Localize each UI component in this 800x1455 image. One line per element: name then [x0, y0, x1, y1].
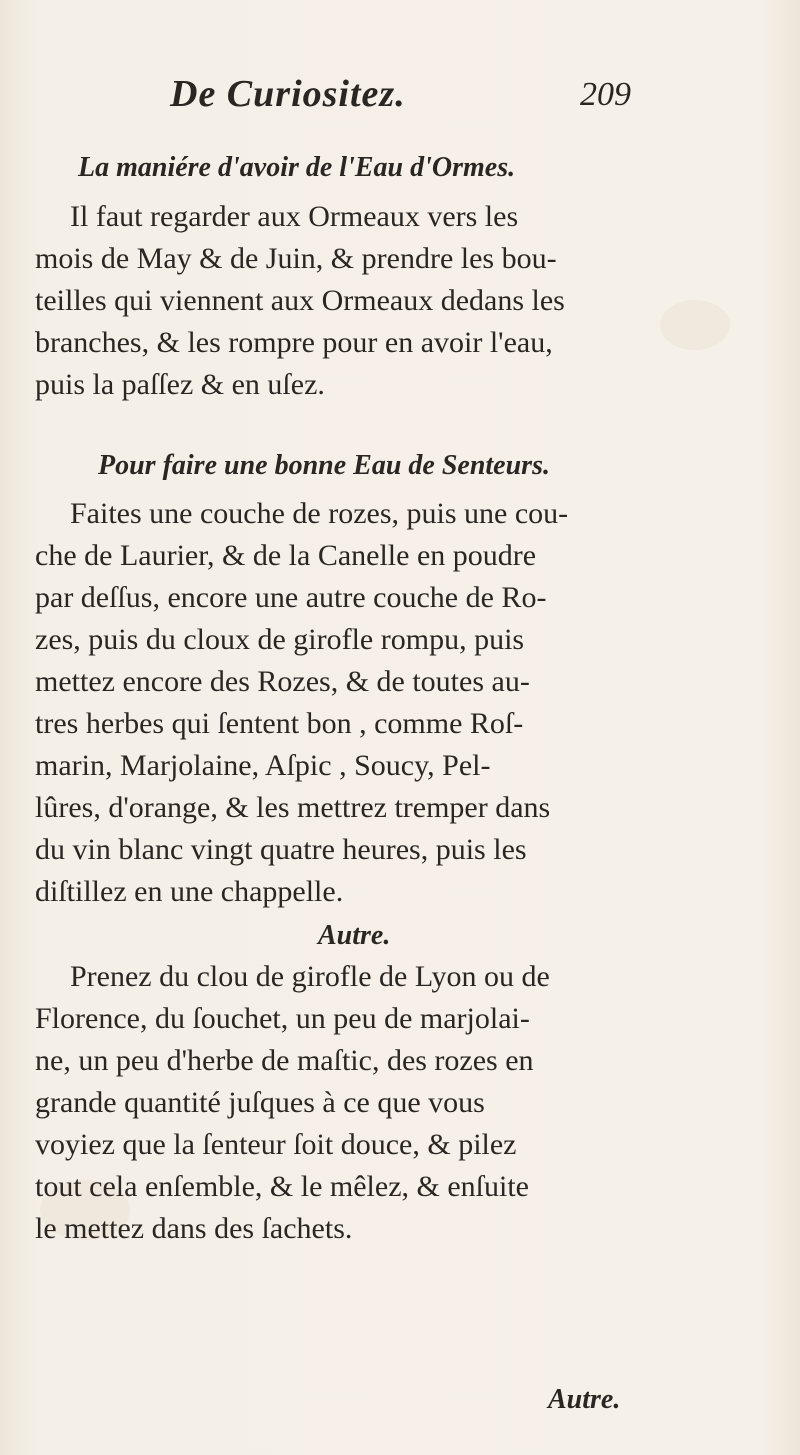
- text-line: tres herbes qui ſentent bon , comme Roſ-: [35, 707, 524, 740]
- page-number: 209: [580, 76, 631, 113]
- text-line: le mettez dans des ſachets.: [35, 1212, 353, 1245]
- text-line: teilles qui viennent aux Ormeaux dedans les: [35, 284, 565, 317]
- text-line: voyiez que la ſenteur ſoit douce, & pilez: [35, 1128, 517, 1161]
- text-line: du vin blanc vingt quatre heures, puis les: [35, 833, 527, 866]
- text-line: lûres, d'orange, & les mettrez tremper dans: [35, 791, 551, 824]
- text-line: Prenez du clou de girofle de Lyon ou de: [70, 960, 550, 993]
- text-line: che de Laurier, & de la Canelle en poudre: [35, 539, 537, 572]
- text-line: Il faut regarder aux Ormeaux vers les: [70, 200, 519, 233]
- text-line: Faites une couche de rozes, puis une cou-: [70, 497, 569, 530]
- text-line: tout cela enſemble, & le mêlez, & enſuite: [35, 1170, 529, 1203]
- catchword: Autre.: [548, 1384, 621, 1415]
- section-heading: Pour faire une bonne Eau de Senteurs.: [98, 450, 550, 481]
- text-line: branches, & les rompre pour en avoir l'eau,: [35, 326, 553, 359]
- running-head: De Curiositez.: [170, 73, 406, 115]
- page-header: [0, 72, 800, 122]
- text-line: mettez encore des Rozes, & de toutes au-: [35, 665, 530, 698]
- section-heading: La maniére d'avoir de l'Eau d'Ormes.: [78, 152, 516, 183]
- text-line: grande quantité juſques à ce que vous: [35, 1086, 485, 1119]
- text-line: puis la paſſez & en uſez.: [35, 368, 325, 401]
- text-line: diſtillez en une chappelle.: [35, 875, 344, 908]
- text-line: mois de May & de Juin, & prendre les bou-: [35, 242, 557, 275]
- text-line: zes, puis du cloux de girofle rompu, puis: [35, 623, 525, 656]
- section-heading: Autre.: [318, 920, 391, 951]
- paper-stain: [660, 300, 730, 350]
- text-line: ne, un peu d'herbe de maſtic, des rozes en: [35, 1044, 534, 1077]
- text-line: par deſſus, encore une autre couche de Ro-: [35, 581, 547, 614]
- text-line: marin, Marjolaine, Aſpic , Soucy, Pel-: [35, 749, 491, 782]
- text-line: Florence, du ſouchet, un peu de marjolai-: [35, 1002, 530, 1035]
